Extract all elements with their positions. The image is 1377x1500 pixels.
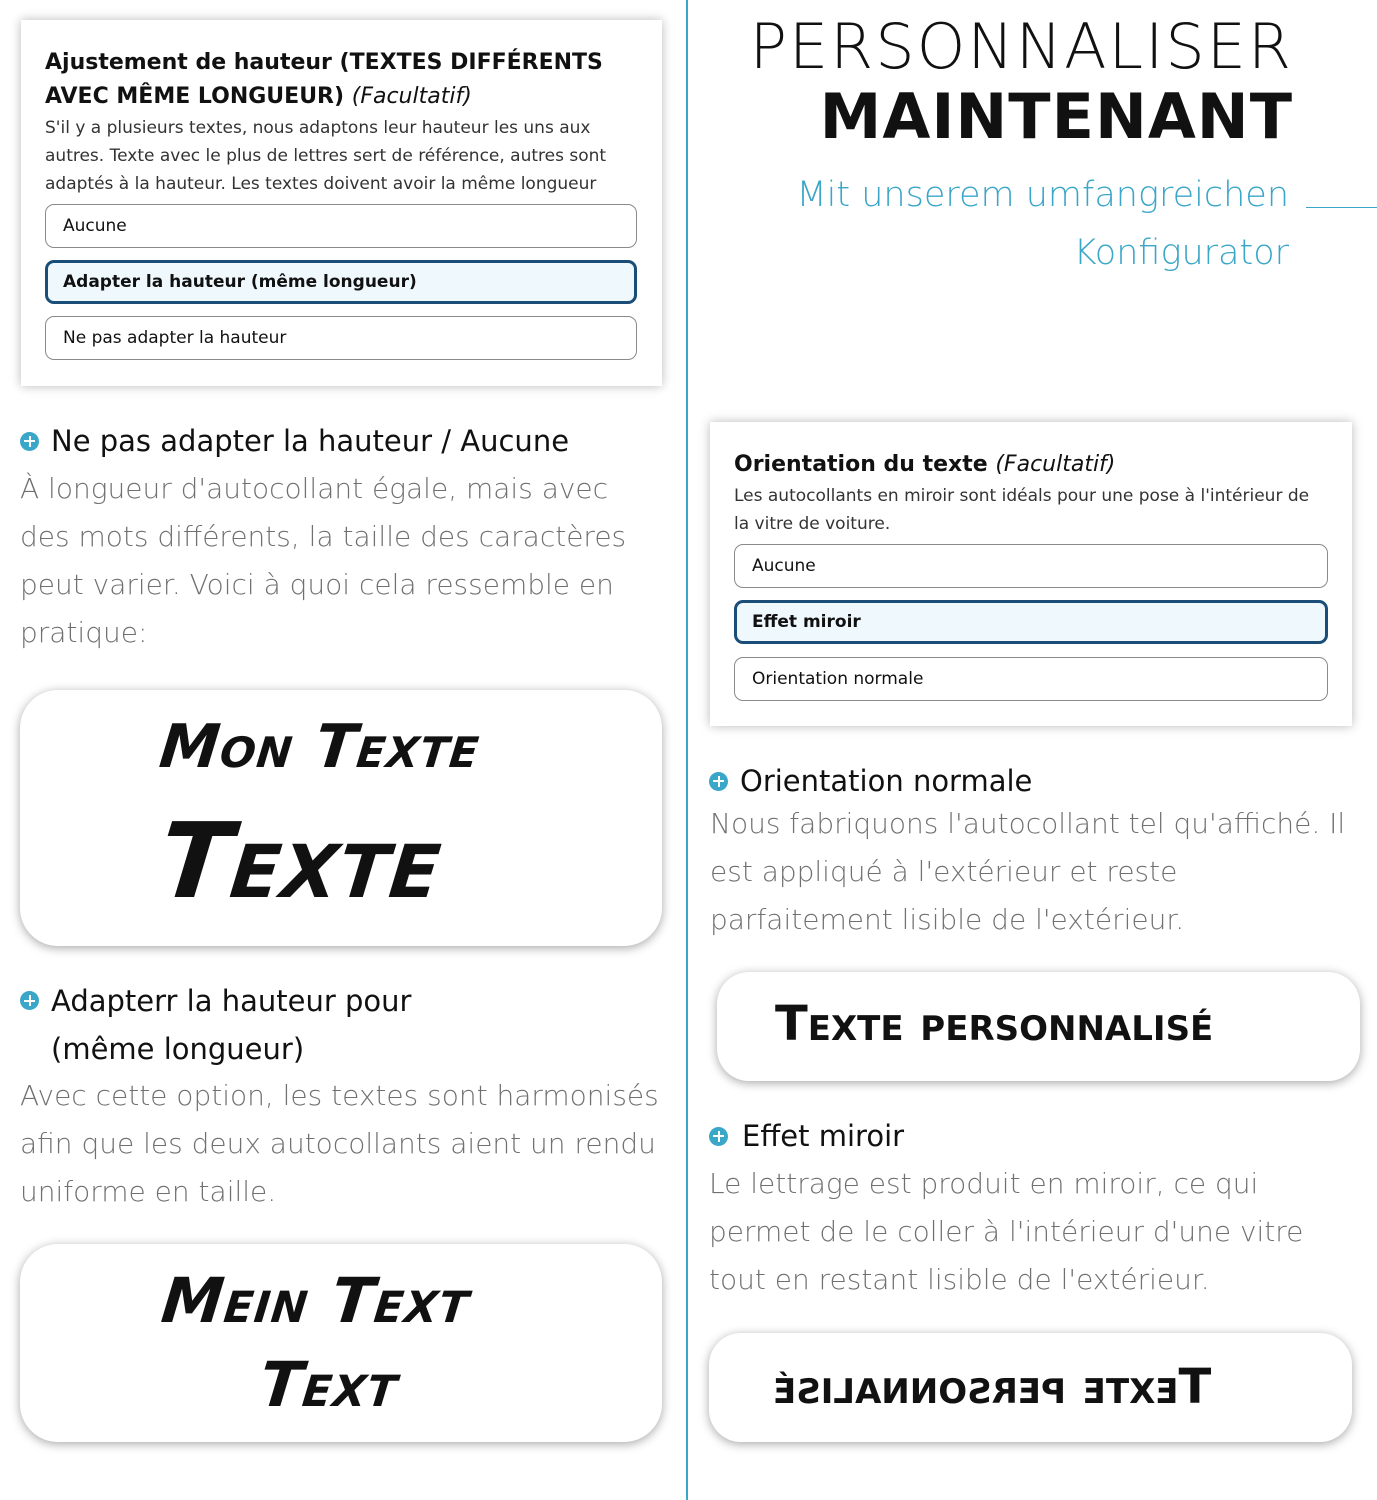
no-adapt-heading: Ne pas adapter la hauteur / Aucune [51,424,570,458]
option-normal-orientation[interactable]: Orientation normale [734,657,1328,701]
adapt-heading: Adapterr la hauteur pour (même longueur) [51,984,412,1066]
option-adapt-height[interactable]: Adapter la hauteur (même longueur) [45,260,637,304]
hero-title-line1: PERSONNALISER [749,10,1293,83]
tagline-rule [1306,207,1377,208]
plus-circle-icon [20,432,39,451]
height-card-description: S'il y a plusieurs textes, nous adaptons leur hauteur les uns aux autres. Texte avec le plus de lettres sert de référence, autres sont adaptés à la hauteur. Les textes doivent avoir la même longueur [45,118,607,194]
sample-normal [717,972,1360,1081]
plus-circle-icon [709,1127,728,1146]
mirror-body: Le lettrage est produit en miroir, ce qui permet de le coller à l'intérieur d'une vitre tout en restant lisible de l'extérieur. [709,1167,1304,1296]
normal-heading-row [709,757,1349,805]
normal-heading: Orientation normale [740,764,1033,798]
sample-mirror-text: Texte personnalisé [773,1359,1212,1415]
hero-title-line2: MAINTENANT [819,80,1293,153]
option-no-adapt-height[interactable]: Ne pas adapter la hauteur [45,316,637,360]
orientation-card-optional: (Facultatif) [995,452,1116,477]
orientation-card-description: Les autocollants en miroir sont idéals pour une pose à l'intérieur de la vitre de voiture. [734,486,1310,534]
mirror-heading-row [709,1112,1349,1160]
sample-no-adapt [20,690,662,946]
height-card-optional: (Facultatif) [351,84,472,109]
option-orientation-none[interactable]: Aucune [734,544,1328,588]
plus-circle-icon [20,991,39,1010]
option-mirror-effect[interactable]: Effet miroir [734,600,1328,644]
orientation-card-title: Orientation du texte (Facultatif) [734,452,1116,477]
no-adapt-heading-row [20,417,660,465]
plus-circle-icon [709,772,728,791]
sample-adapt-line1: Mein Text [158,1264,474,1337]
hero-tagline-line1: Mit unserem umfangreichen [796,175,1289,215]
sample-adapt [20,1244,662,1442]
sample-adapt-line2: Text [256,1348,402,1421]
hero-tagline-line2: Konfigurator [1073,233,1289,273]
column-divider [686,0,688,1500]
sample-normal-text: Texte personnalisé [775,996,1214,1052]
sample-mirror [709,1333,1352,1442]
height-card-title: Ajustement de hauteur (TEXTES DIFFÉRENTS AVEC MÊME LONGUEUR) (Facultatif) [45,50,603,109]
sample-no-adapt-line1: Mon Texte [156,712,484,782]
sample-no-adapt-line2: Texte [153,800,449,922]
normal-body: Nous fabriquons l'autocollant tel qu'affiché. Il est appliqué à l'extérieur et reste parfaitement lisible de l'extérieur. [710,807,1346,936]
no-adapt-body: À longueur d'autocollant égale, mais avec des mots différents, la taille des caractères peut varier. Voici à quoi cela ressemble en pratique: [20,472,627,649]
adapt-heading-row [20,977,540,1073]
option-height-none[interactable]: Aucune [45,204,637,248]
mirror-heading: Effet miroir [742,1119,905,1153]
adapt-body: Avec cette option, les textes sont harmonisés afin que les deux autocollants aient un rendu uniforme en taille. [20,1079,659,1208]
